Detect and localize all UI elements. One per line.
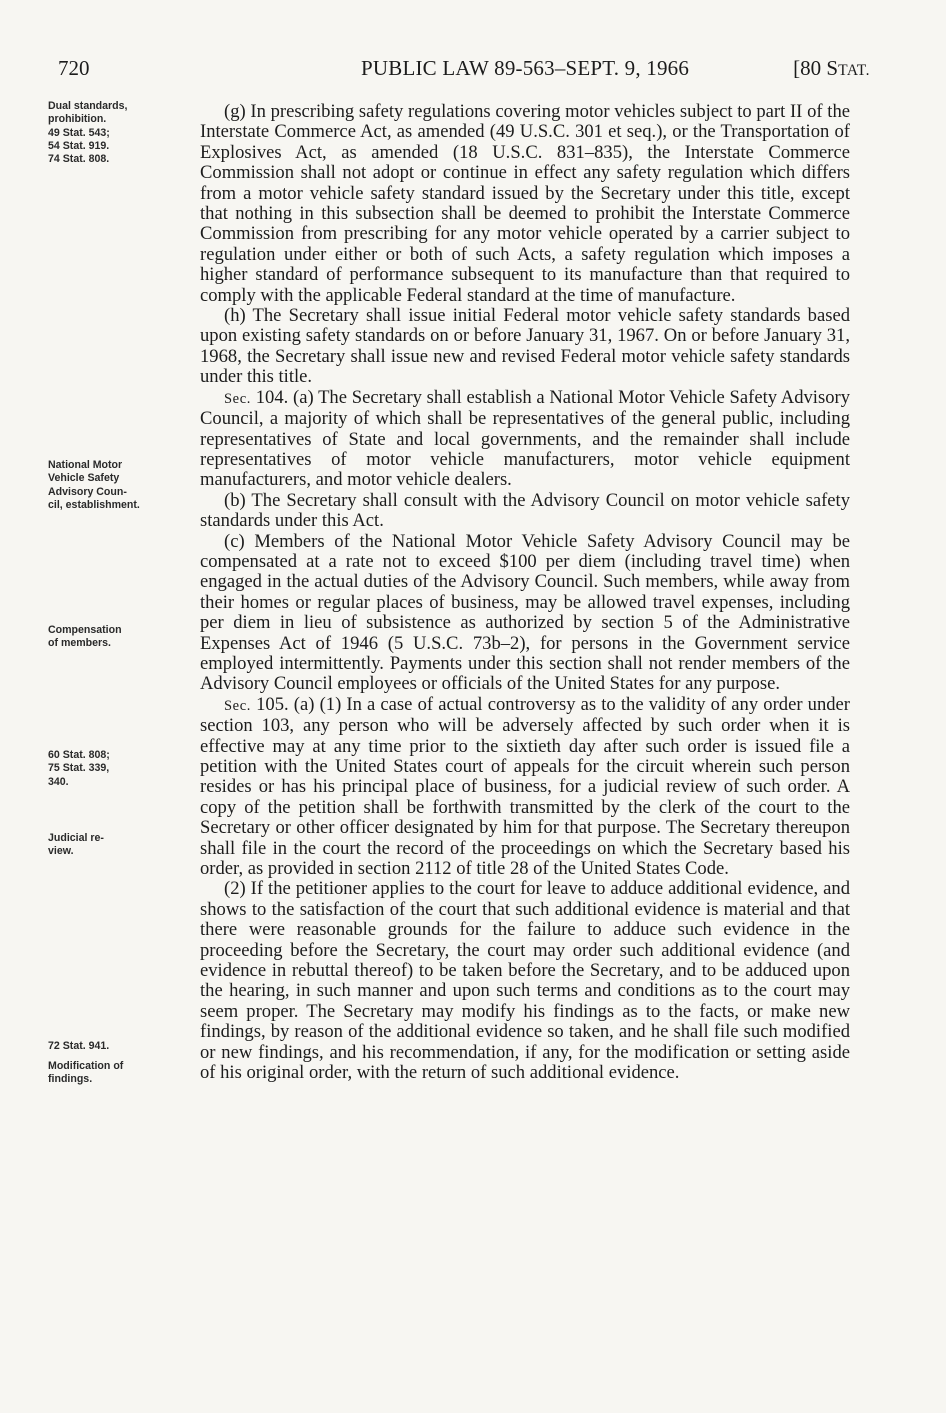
page-header <box>58 56 870 84</box>
body-text <box>200 102 850 1084</box>
section-104-b: (b) The Secretary shall consult with the Advisory Council on motor vehicle safety standards under this Act. <box>200 489 850 532</box>
margin-note-advisory-council: National Motor Vehicle Safety Advisory Coun- cil, establishment. <box>48 459 140 511</box>
volume-citation <box>793 56 870 81</box>
section-104-a-text: 104. (a) The Secretary shall establish a National Motor Vehicle Safety Advisory Council, a majority of which shall be representatives of the general public, including representatives of State and local governments, and the remainder shall include representatives of motor vehicle manufacturers, motor vehicle equipment manufacturers, and motor vehicle dealers. <box>200 386 850 491</box>
paragraph-h: (h) The Secretary shall issue initial Federal motor vehicle safety standards based upon existing safety standards on or before January 31, 1967. On or before January 31, 1968, the Secretary shall issue new and revised Federal motor vehicle safety standards under this title. <box>200 305 850 388</box>
margin-note-compensation: Compensation of members. <box>48 624 122 650</box>
page-number: 720 <box>58 56 90 80</box>
section-label: Sec. <box>224 390 251 407</box>
volume-citation-prefix: [80 S <box>793 56 839 80</box>
volume-citation-suffix: TAT. <box>838 62 870 79</box>
running-title: PUBLIC LAW 89-563–SEPT. 9, 1966 <box>361 56 690 80</box>
margin-note-modification: Modification of findings. <box>48 1060 124 1086</box>
section-105-a2: (2) If the petitioner applies to the court for leave to adduce additional evidence, and shows to the satisfaction of the court that such additional evidence is material and that there were reasonable grounds for the failure to adduce such evidence in the proceeding before the Secretary, the court may order such additional evidence (and evidence in rebuttal thereof) to be taken before the Secretary, and to be adduced upon the hearing, in such manner and upon such terms and conditions as to the court may seem proper. The Secretary may modify his findings as to the facts, or make new findings, by reason of the additional evidence so taken, and he shall file such modified or new findings, and his recommendation, if any, for the modification or setting aside of his original order, with the return of such additional evidence. <box>200 878 850 1084</box>
section-105-a1-text: 105. (a) (1) In a case of actual controversy as to the validity of any order under section 103, any person who will be adversely affected by such order when it is effective may at any time prior to the sixtieth day after such order is issued file a petition with the United States court of appeals for the circuit wherein such person resides or has his principal place of business, for a judicial review of such order. A copy of the petition shall be forthwith transmitted by the clerk of the court to the Secretary or other officer designated by him for that purpose. The Secretary thereupon shall file in the court the record of the proceedings on which the Secretary based his order, as provided in section 2112 of title 28 of the United States Code. <box>200 693 851 880</box>
section-104-c: (c) Members of the National Motor Vehicle Safety Advisory Council may be compensated at a rate not to exceed $100 per diem (including travel time) when engaged in the actual duties of the Advisory Council. Such members, while away from their homes or regular places of business, may be allowed travel expenses, including per diem in lieu of subsistence as authorized by section 5 of the Administrative Expenses Act of 1946 (5 U.S.C. 73b–2), for persons in the Government service employed intermittently. Payments under this section shall not render members of the Advisory Council employees or officials of the United States for any purpose. <box>200 530 850 695</box>
margin-note-dual-standards: Dual standards, prohibition. 49 Stat. 543; 54 Stat. 919. 74 Stat. 808. <box>48 100 128 166</box>
section-label: Sec. <box>224 697 251 714</box>
margin-note-judicial-review: Judicial re- view. <box>48 832 104 858</box>
margin-note-stat-references: 60 Stat. 808; 75 Stat. 339, 340. <box>48 749 110 788</box>
margin-note-stat-941: 72 Stat. 941. <box>48 1040 110 1052</box>
section-104-a <box>200 388 850 491</box>
section-105-a1 <box>200 695 850 880</box>
paragraph-g: (g) In prescribing safety regulations covering motor vehicles subject to part II of the Interstate Commerce Act, as amended (49 U.S.C. 301 et seq.), or the Transportation of Explosives Act, as amended (18 U.S.C. 831–835), the Interstate Commerce Commission shall not adopt or continue in effect any safety regulation which differs from a motor vehicle safety standard issued by the Secretary under this title, except that nothing in this subsection shall be deemed to prohibit the Interstate Commerce Commission from prescribing for any motor vehicle operated by a carrier subject to regulation under either or both of such Acts, a safety regulation which imposes a higher standard of performance subsequent to its manufacture than that required to comply with the applicable Federal standard at the time of manufacture. <box>200 101 850 306</box>
